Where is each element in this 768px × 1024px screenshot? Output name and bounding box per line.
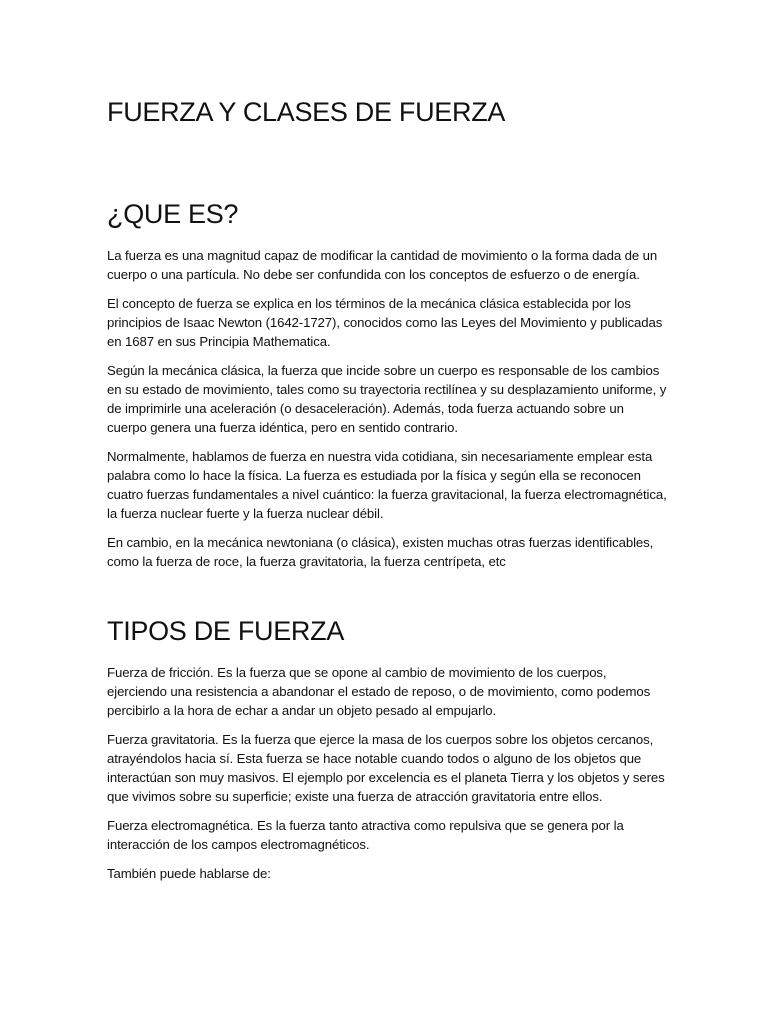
document-body [107,92,667,883]
section-tipos-de-fuerza [107,611,667,883]
paragraph: Normalmente, hablamos de fuerza en nuestra vida cotidiana, sin necesariamente emplear esta palabra como lo hace la física. La fuerza es estudiada por la física y según ella se reconocen cuatro fuerzas fundamentales a nivel cuántico: la fuerza gravitacional, la fuerza electromagnética, la fuerza nuclear fuerte y la fuerza nuclear débil. [107,449,667,521]
document-title: FUERZA Y CLASES DE FUERZA [107,97,506,127]
paragraph: También puede hablarse de: [107,866,271,881]
paragraph: La fuerza es una magnitud capaz de modificar la cantidad de movimiento o la forma dada de un cuerpo o una partícula. No debe ser confundida con los conceptos de esfuerzo o de energía. [107,248,658,282]
section-que-es [107,194,667,571]
paragraph: En cambio, en la mecánica newtoniana (o clásica), existen muchas otras fuerzas identificables, como la fuerza de roce, la fuerza gravitatoria, la fuerza centrípeta, etc [107,535,654,569]
paragraph: El concepto de fuerza se explica en los términos de la mecánica clásica establecida por los principios de Isaac Newton (1642-1727), conocidos como las Leyes del Movimiento y publicadas en 1687 en sus Principia Mathematica. [107,296,663,349]
section-heading: TIPOS DE FUERZA [107,616,345,646]
paragraph: Fuerza electromagnética. Es la fuerza tanto atractiva como repulsiva que se genera por la interacción de los campos electromagnéticos. [107,818,624,852]
paragraph: Fuerza de fricción. Es la fuerza que se opone al cambio de movimiento de los cuerpos, ejerciendo una resistencia a abandonar el estado de reposo, o de movimiento, como podemos percibirlo a la hora de echar a andar un objeto pesado al empujarlo. [107,665,651,718]
paragraph: Fuerza gravitatoria. Es la fuerza que ejerce la masa de los cuerpos sobre los objetos cercanos, atrayéndolos hacia sí. Esta fuerza se hace notable cuando todos o alguno de los objetos que interactúan son muy masivos. El ejemplo por excelencia es el planeta Tierra y los objetos y seres que vivimos sobre su superficie; existe una fuerza de atracción gravitatoria entre ellos. [107,732,665,804]
paragraph: Según la mecánica clásica, la fuerza que incide sobre un cuerpo es responsable de los cambios en su estado de movimiento, tales como su trayectoria rectilínea y su desplazamiento uniforme, y de imprimirle una aceleración (o desaceleración). Además, toda fuerza actuando sobre un cuerpo genera una fuerza idéntica, pero en sentido contrario. [107,363,667,435]
section-heading: ¿QUE ES? [107,199,239,229]
